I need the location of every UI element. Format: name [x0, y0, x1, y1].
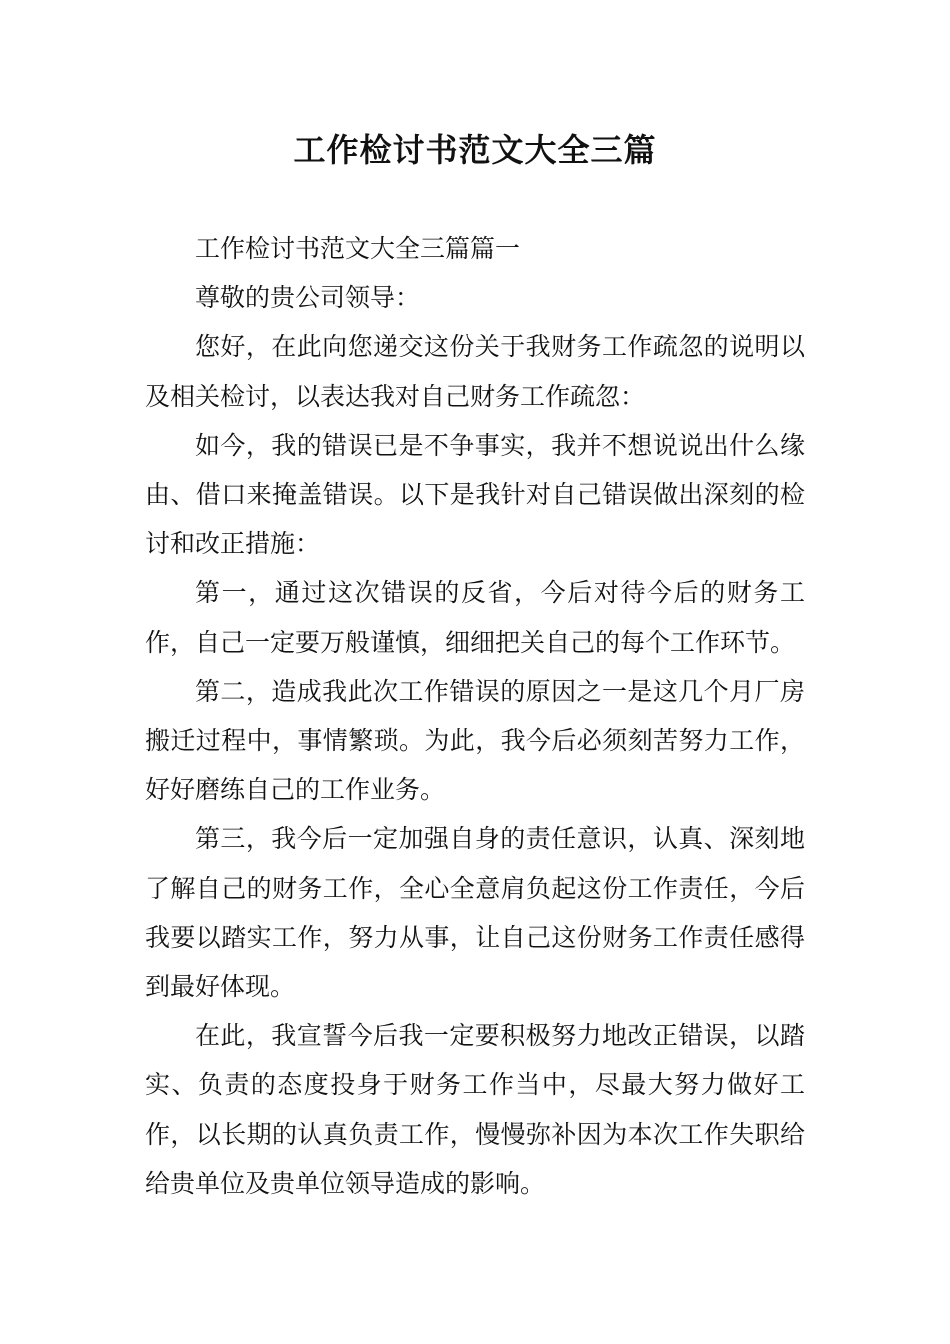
- body-paragraph: 在此，我宣誓今后我一定要积极努力地改正错误，以踏实、负责的态度投身于财务工作当中，尽最大努力做好工作，以长期的认真负责工作，慢慢弥补因为本次工作失职给给贵单位及贵单位领导造成的影响。: [145, 1021, 805, 1198]
- body-paragraph: 第一，通过这次错误的反省，今后对待今后的财务工作，自己一定要万般谨慎，细细把关自己的每个工作环节。: [145, 578, 805, 657]
- document-body: [145, 224, 805, 1208]
- body-paragraph: 第三，我今后一定加强自身的责任意识，认真、深刻地了解自己的财务工作，全心全意肩负起这份工作责任，今后我要以踏实工作，努力从事，让自己这份财务工作责任感得到最好体现。: [145, 824, 805, 1002]
- document-title: 工作检讨书范文大全三篇: [293, 131, 657, 169]
- body-paragraph: 如今，我的错误已是不争事实，我并不想说说出什么缘由、借口来掩盖错误。以下是我针对自己错误做出深刻的检讨和改正措施：: [145, 430, 805, 559]
- section-heading: 工作检讨书范文大全三篇篇一: [195, 234, 521, 263]
- salutation: 尊敬的贵公司领导：: [195, 283, 421, 313]
- body-paragraph: 第二，造成我此次工作错误的原因之一是这几个月厂房搬迁过程中，事情繁琐。为此，我今后必须刻苦努力工作，好好磨练自己的工作业务。: [145, 676, 805, 805]
- body-paragraph: 您好，在此向您递交这份关于我财务工作疏忽的说明以及相关检讨，以表达我对自己财务工作疏忽：: [145, 332, 805, 411]
